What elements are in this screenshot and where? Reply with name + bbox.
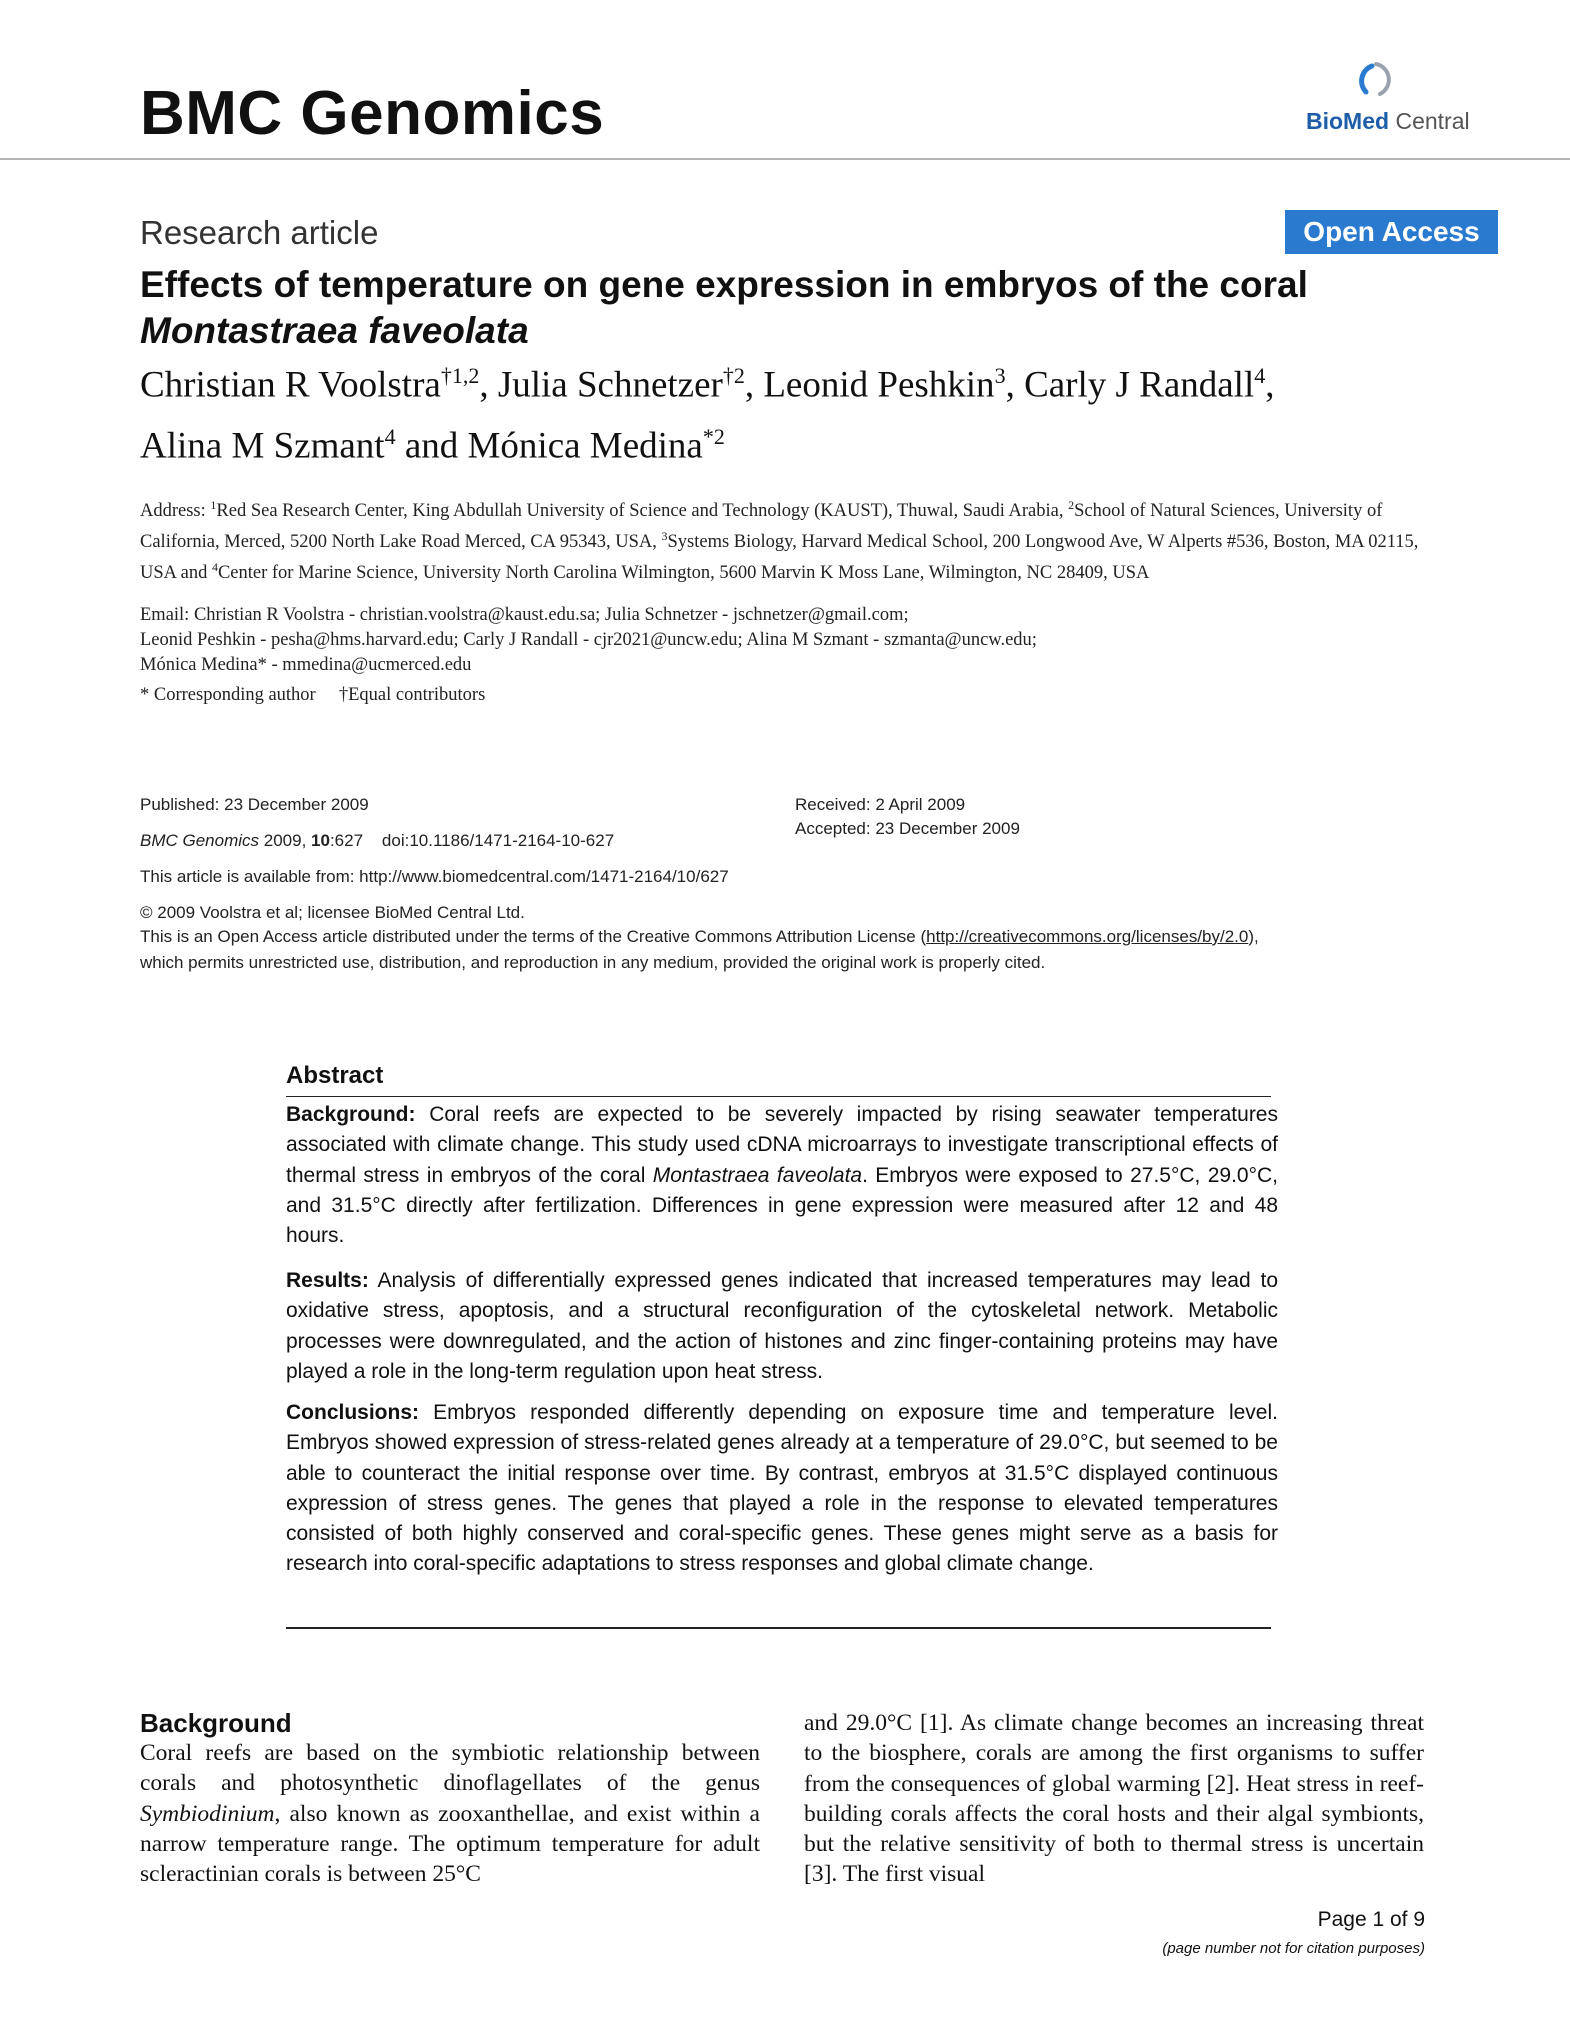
journal-title: BMC Genomics <box>140 79 605 148</box>
author-affiliation: 4 <box>1254 363 1266 388</box>
author-list: Christian R Voolstra$^{\dagger 1,2}$, Julia Schnetzer$^{\dagger 2}$, Leonid Peshkin$^3$, Carly J Randall$^4$, Alina M Szmant$^4$ and Mónica Medina$^{*2}$ <box>140 363 1275 467</box>
article-url: This article is available from: http://www.biomedcentral.com/1471-2164/10/627 <box>140 867 729 886</box>
author: Christian R Voolstra <box>140 364 441 406</box>
citation: BMC Genomics 2009, 10:627 doi:10.1186/1471-2164-10-627 <box>140 831 615 850</box>
license-permissions: which permits unrestricted use, distribution, and reproduction in any medium, provided the original work is properly cited. <box>140 953 1046 972</box>
received-date: Received: 2 April 2009 <box>795 795 966 814</box>
title-main: Effects of temperature on gene expression in embryos of the coral <box>140 264 1308 305</box>
body-column-left: Coral reefs are based on the symbiotic relationship between corals and photosynthetic dinoflagellates of the genus Symbiodinium, also known as zooxanthellae, and exist within a narrow temperature range. The optimum temperature for adult scleractinian corals is between 25°C <box>140 1740 760 1888</box>
email-line: Leonid Peshkin - pesha@hms.harvard.edu; Carly J Randall - cjr2021@uncw.edu; Alina M Szmant - szmanta@uncw.edu; <box>140 630 1037 650</box>
license-link[interactable]: http://creativecommons.org/licenses/by/2.0 <box>926 927 1249 946</box>
license-statement: This is an Open Access article distributed under the terms of the Creative Commons Attribution License (http://creativecommons.org/licenses/by/2.0), <box>140 927 1259 946</box>
author: Julia Schnetzer <box>497 364 723 406</box>
abstract-divider-top <box>286 1096 1271 1097</box>
author-affiliation: 3 <box>994 363 1006 388</box>
published-date: Published: 23 December 2009 <box>140 795 369 814</box>
abstract-results: Results: Analysis of differentially expressed genes indicated that increased temperatures may lead to oxidative stress, apoptosis, and a structural reconfiguration of the cytoskeletal network. Metabolic processes were downregulated, and the action of histones and zinc finger-containing proteins may have played a role in the long-term regulation upon heat stress. <box>286 1269 1278 1383</box>
logo-wordmark: BioMed Central <box>1306 108 1470 134</box>
author-affiliation: *2 <box>702 424 725 450</box>
copyright: © 2009 Voolstra et al; licensee BioMed Central Ltd. <box>140 903 525 922</box>
body-column-right: and 29.0°C [1]. As climate change becomes an increasing threat to the biosphere, corals are among the first organisms to suffer from the consequences of global warming [2]. Heat stress in reef-building corals affects the coral hosts and their algal symbionts, but the relative sensitivity of both to thermal stress is uncertain [3]. The first visual <box>804 1710 1424 1888</box>
author: Alina M Szmant <box>140 425 385 467</box>
author-affiliation: †1,2 <box>440 363 480 388</box>
open-access-badge: Open Access <box>1285 210 1498 254</box>
author-affiliation: †2 <box>722 363 745 388</box>
title-species: Montastraea faveolata <box>140 310 529 351</box>
accepted-date: Accepted: 23 December 2009 <box>795 819 1020 838</box>
email-line: Mónica Medina* - mmedina@ucmerced.edu <box>140 655 472 675</box>
article-title <box>140 262 1470 354</box>
author-addresses: Address: $^1$Red Sea Research Center, King Abdullah University of Science and Technology (KAUST), Thuwal, Saudi Arabia, $^2$School of Natural Sciences, University of California, Merced, 5200 North Lake Road Merced, CA 95343, USA, $^3$Systems Biology, Harvard Medical School, 200 Longwood Ave, W Alperts #536, Boston, MA 02115, USA and $^4$Center for Marine Science, University North Carolina Wilmington, 5600 Marvin K Moss Lane, Wilmington, NC 28409, USA <box>140 498 1419 584</box>
author: Carly J Randall <box>1024 364 1255 406</box>
abstract-background: Background: Coral reefs are expected to be severely impacted by rising seawater temperatures associated with climate change. This study used cDNA microarrays to investigate transcriptional effects of thermal stress in embryos of the coral Montastraea faveolata. Embryos were exposed to 27.5°C, 29.0°C, and 31.5°C directly after fertilization. Differences in gene expression were measured after 12 and 48 hours. <box>286 1103 1278 1248</box>
biomed-central-logo <box>1306 58 1486 140</box>
biomed-arc-icon <box>1306 58 1486 108</box>
author: Mónica Medina <box>467 425 703 467</box>
abstract-conclusions: Conclusions: Embryos responded differently depending on exposure time and temperature level. Embryos showed expression of stress-related genes already at a temperature of 29.0°C, but seemed to be able to counteract the initial response over time. By contrast, embryos at 31.5°C displayed continuous expression of stress genes. The genes that played a role in the response to elevated temperatures consisted of both highly conserved and coral-specific genes. These genes might serve as a basis for research into coral-specific adaptations to stress responses and global climate change. <box>286 1401 1278 1576</box>
article-type: Research article <box>140 214 379 251</box>
author-notes <box>140 683 1430 708</box>
equal-contrib-note: †Equal contributors <box>338 685 486 705</box>
corresponding-note: * Corresponding author <box>140 685 316 705</box>
author: Leonid Peshkin <box>763 364 995 406</box>
page-number-note: (page number not for citation purposes) <box>1162 1940 1425 1957</box>
abstract-heading: Abstract <box>286 1062 384 1089</box>
author-affiliation: 4 <box>384 424 396 450</box>
section-heading-background: Background <box>140 1708 292 1738</box>
header-divider <box>0 158 1570 160</box>
author-emails <box>140 603 1430 678</box>
page-number: Page 1 of 9 <box>1317 1908 1425 1931</box>
abstract-divider-bottom <box>286 1627 1271 1629</box>
email-line: Email: Christian R Voolstra - christian.voolstra@kaust.edu.sa; Julia Schnetzer - jschnetzer@gmail.com; <box>140 605 909 625</box>
